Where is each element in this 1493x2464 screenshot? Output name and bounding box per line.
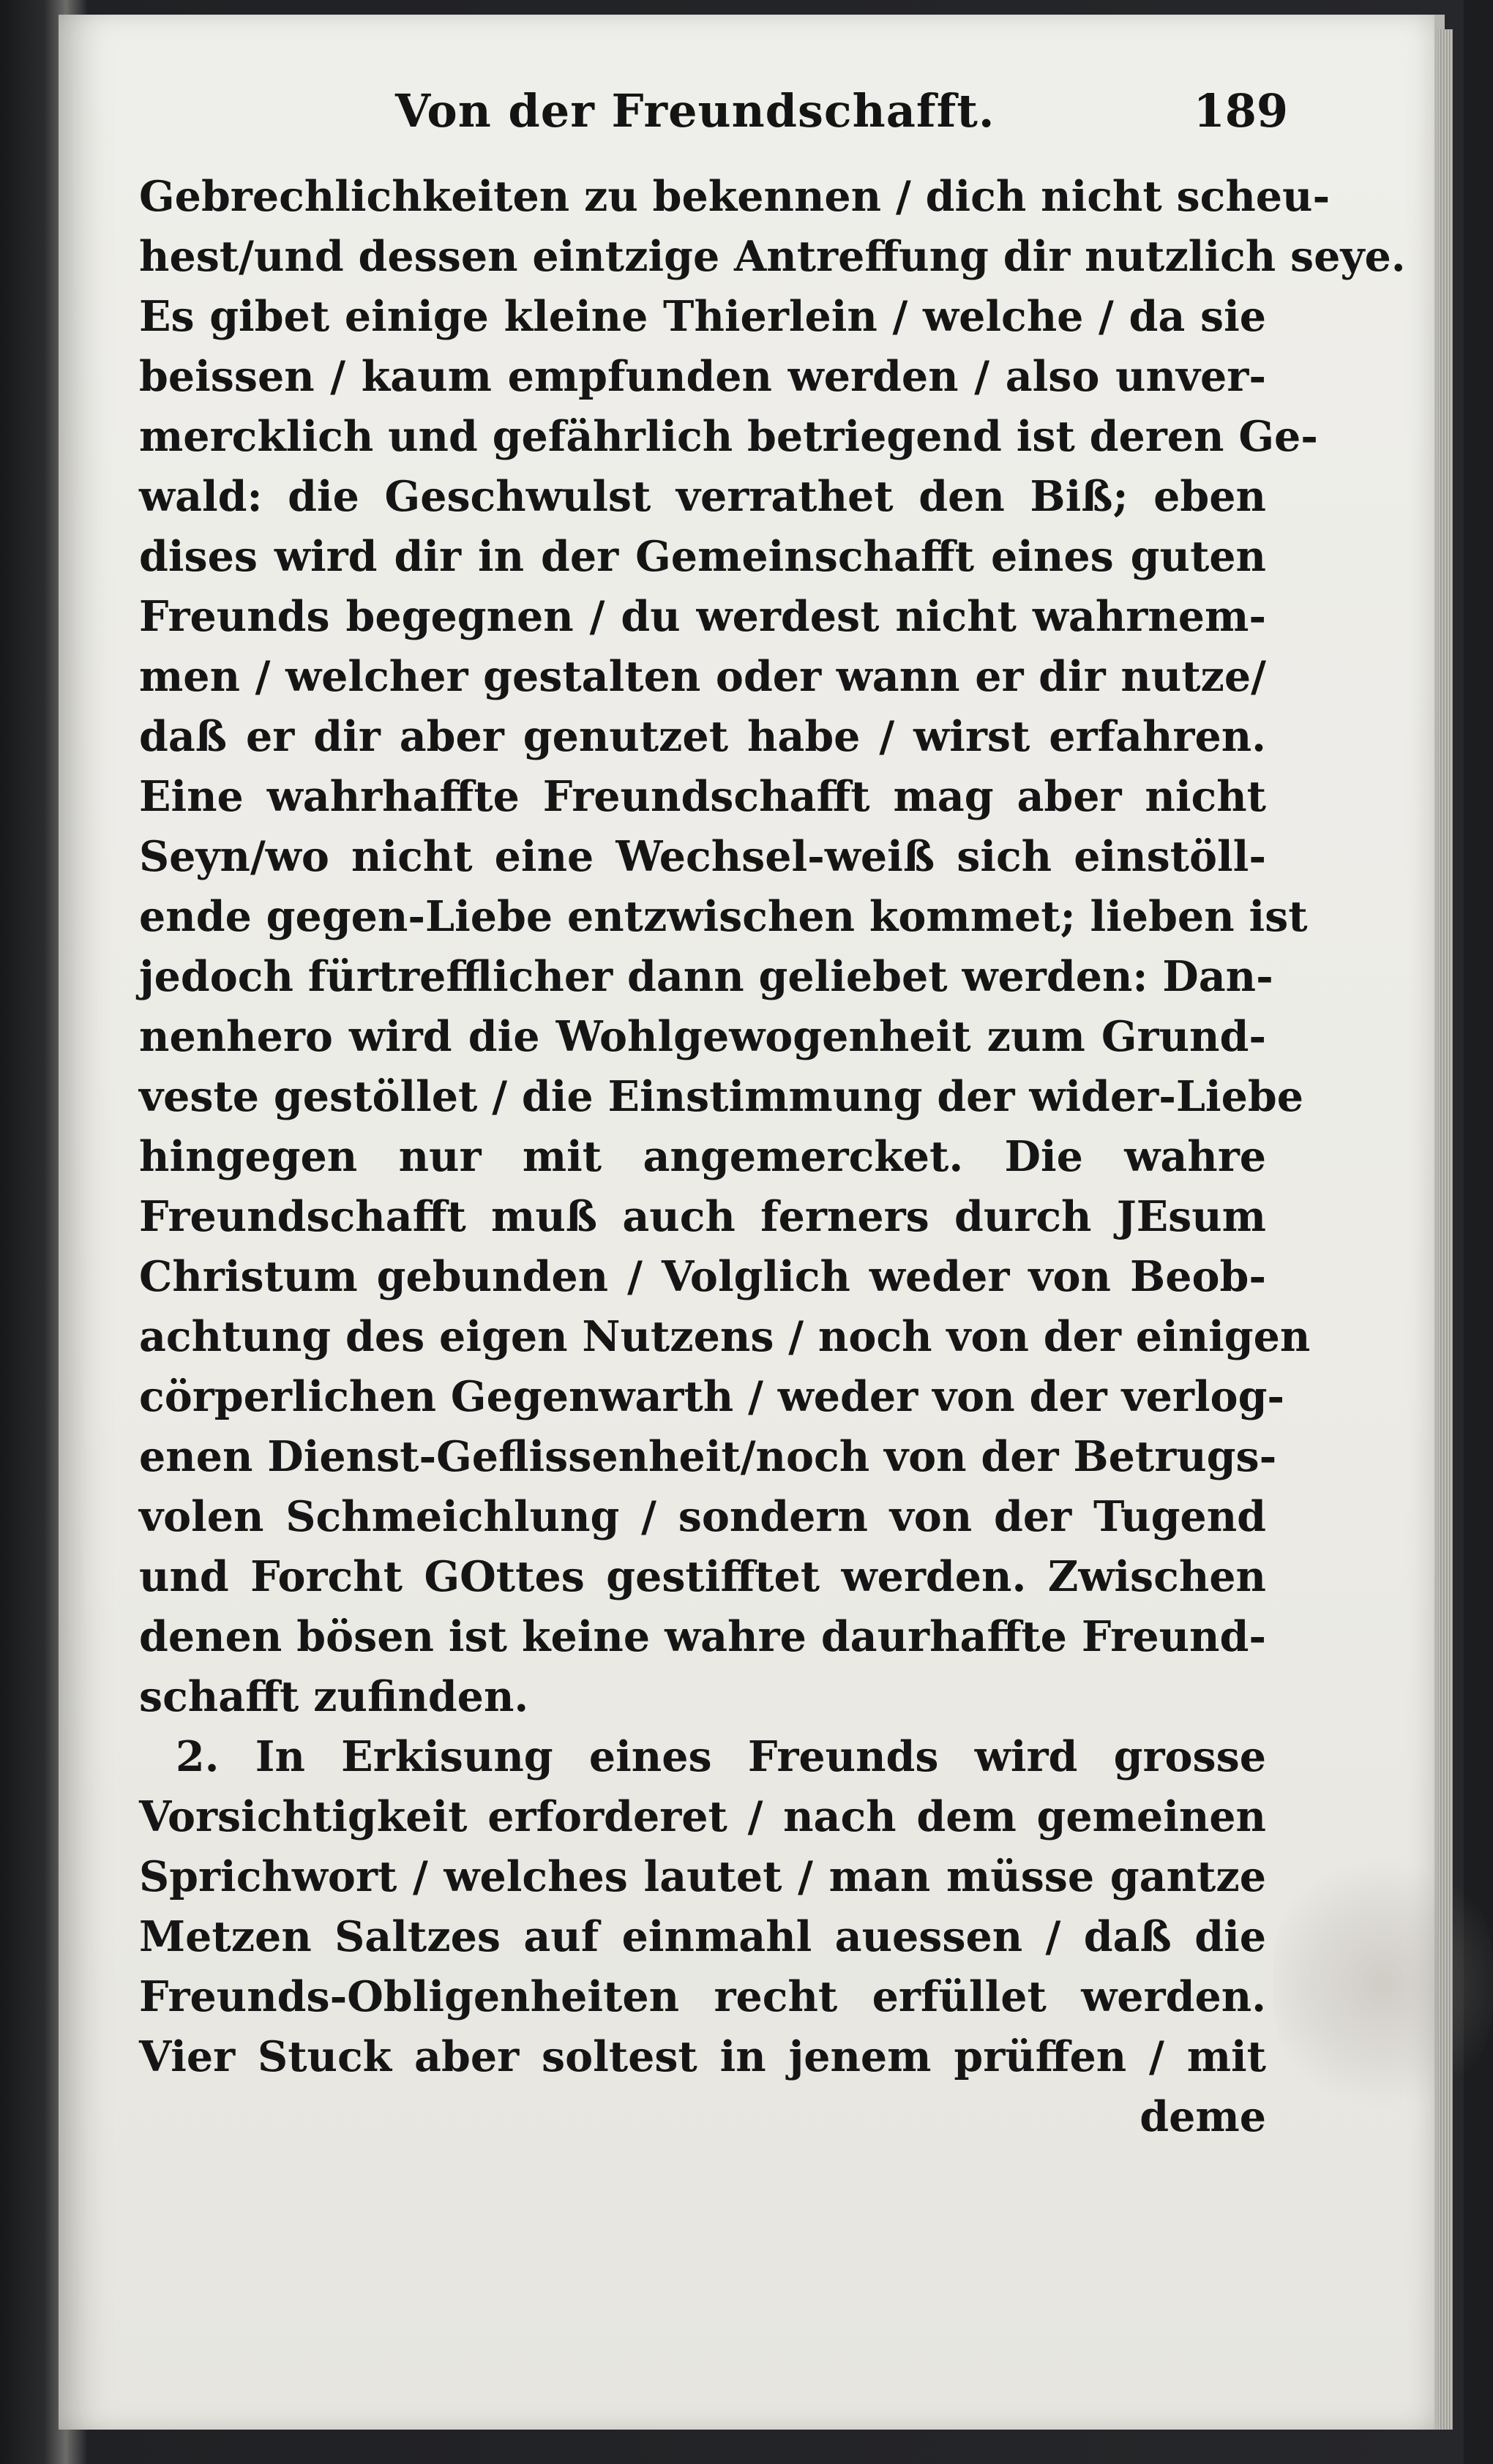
- paragraph-start-line: 2. In Erkisung eines Freunds wird grosse: [176, 1732, 1266, 1781]
- text-line: Sprichwort / welches lautet / man müsse gantze: [139, 1852, 1266, 1901]
- text-line: daß er dir aber genutzet habe / wirst erfahren.: [139, 712, 1266, 761]
- text-line: hest/und dessen eintzige Antreffung dir nutzlich seye.: [139, 232, 1406, 281]
- text-line: schafft zufinden.: [139, 1672, 529, 1721]
- text-line: volen Schmeichlung / sondern von der Tugend: [139, 1492, 1266, 1541]
- text-line: mercklich und gefährlich betriegend ist deren Ge-: [139, 412, 1318, 461]
- text-line: jedoch fürtrefflicher dann geliebet werden: Dan-: [139, 952, 1273, 1001]
- page-number: 189: [1193, 84, 1288, 138]
- text-line: Christum gebunden / Volglich weder von Beob-: [139, 1252, 1266, 1301]
- text-line: enen Dienst-Geflissenheit/noch von der Betrugs-: [139, 1432, 1277, 1481]
- text-line: ende gegen-Liebe entzwischen kommet; lieben ist: [139, 892, 1308, 941]
- page-header: [146, 84, 1288, 157]
- text-line: achtung des eigen Nutzens / noch von der einigen: [139, 1312, 1311, 1361]
- text-line: denen bösen ist keine wahre daurhaffte Freund-: [139, 1612, 1266, 1661]
- text-line: und Forcht GOttes gestifftet werden. Zwischen: [139, 1552, 1266, 1601]
- text-line: Eine wahrhaffte Freundschafft mag aber nicht: [139, 772, 1266, 821]
- paper-stain: [1273, 1844, 1493, 2122]
- text-line: dises wird dir in der Gemeinschafft eines guten: [139, 532, 1266, 581]
- text-line: Gebrechlichkeiten zu bekennen / dich nicht scheu-: [139, 172, 1331, 221]
- catchword: deme: [1140, 2092, 1266, 2141]
- text-line: wald: die Geschwulst verrathet den Biß; eben: [139, 472, 1266, 521]
- text-line: veste gestöllet / die Einstimmung der wider-Liebe: [139, 1072, 1303, 1121]
- text-line: Freundschafft muß auch ferners durch JEsum: [139, 1192, 1266, 1241]
- body-text: [139, 167, 1406, 2147]
- text-line: Vier Stuck aber soltest in jenem prüffen / mit: [139, 2032, 1266, 2081]
- running-head: Von der Freundschafft.: [395, 84, 995, 138]
- text-line: beissen / kaum empfunden werden / also unver-: [139, 352, 1266, 401]
- text-line: Freunds begegnen / du werdest nicht wahrnem-: [139, 592, 1266, 641]
- text-line: Freunds-Obligenheiten recht erfüllet werden.: [139, 1972, 1266, 2021]
- text-line: Metzen Saltzes auf einmahl auessen / daß die: [139, 1912, 1266, 1961]
- text-line: Es gibet einige kleine Thierlein / welche / da sie: [139, 292, 1266, 341]
- text-line: Vorsichtigkeit erforderet / nach dem gemeinen: [139, 1792, 1266, 1841]
- text-line: Seyn/wo nicht eine Wechsel-weiß sich einstöll-: [139, 832, 1266, 881]
- text-line: cörperlichen Gegenwarth / weder von der verlog-: [139, 1372, 1285, 1421]
- text-line: nenhero wird die Wohlgewogenheit zum Grund-: [139, 1012, 1266, 1061]
- text-line: hingegen nur mit angemercket. Die wahre: [139, 1132, 1266, 1181]
- page-fore-edge: [1438, 29, 1453, 2430]
- text-line: men / welcher gestalten oder wann er dir nutze/: [139, 652, 1266, 701]
